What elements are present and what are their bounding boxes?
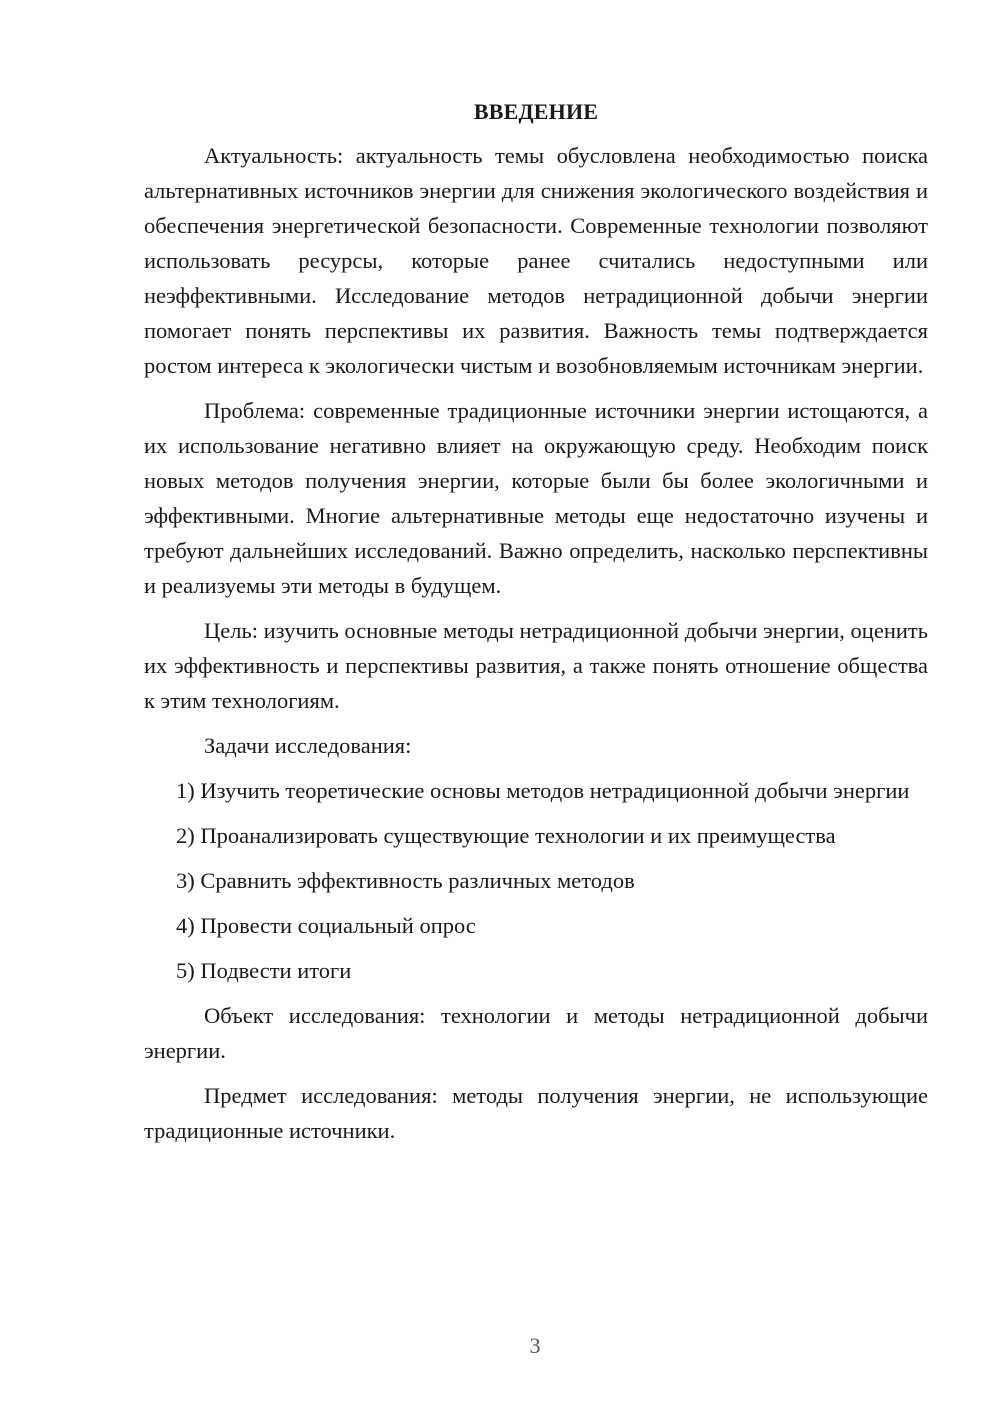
problem-paragraph: Проблема: современные традиционные источники энергии истощаются, а их использование негативно влияет на окружающую среду. Необходим поиск новых методов получения энергии, которые были бы более экологичными и эффективными. Многие альтернативные методы еще недостаточно изучены и требуют дальнейших исследований. Важно определить, насколько перспективны и реализуемы эти методы в будущем. xyxy=(144,398,928,598)
object-paragraph: Объект исследования: технологии и методы нетрадиционной добычи энергии. xyxy=(144,1003,928,1063)
list-item: 2) Проанализировать существующие технологии и их преимущества xyxy=(176,823,836,848)
subject-paragraph: Предмет исследования: методы получения энергии, не использующие традиционные источники. xyxy=(144,1083,928,1143)
tasks-heading: Задачи исследования: xyxy=(204,733,412,758)
list-item: 1) Изучить теоретические основы методов нетрадиционной добычи энергии xyxy=(176,778,910,803)
page-number: 3 xyxy=(529,1333,541,1358)
page-content xyxy=(144,94,928,1158)
list-item: 3) Сравнить эффективность различных методов xyxy=(176,868,635,893)
tasks-list xyxy=(144,773,928,988)
relevance-paragraph: Актуальность: актуальность темы обусловлена необходимостью поиска альтернативных источников энергии для снижения экологического воздействия и обеспечения энергетической безопасности. Современные технологии позволяют использовать ресурсы, которые ранее считались недоступными или неэффективными. Исследование методов нетрадиционной добычи энергии помогает понять перспективы их развития. Важность темы подтверждается ростом интереса к экологически чистым и возобновляемым источникам энергии. xyxy=(144,143,928,378)
goal-paragraph: Цель: изучить основные методы нетрадиционной добычи энергии, оценить их эффективность и перспективы развития, а также понять отношение общества к этим технологиям. xyxy=(144,618,928,713)
list-item: 5) Подвести итоги xyxy=(176,958,352,983)
page-title: ВВЕДЕНИЕ xyxy=(473,99,599,124)
list-item: 4) Провести социальный опрос xyxy=(176,913,476,938)
